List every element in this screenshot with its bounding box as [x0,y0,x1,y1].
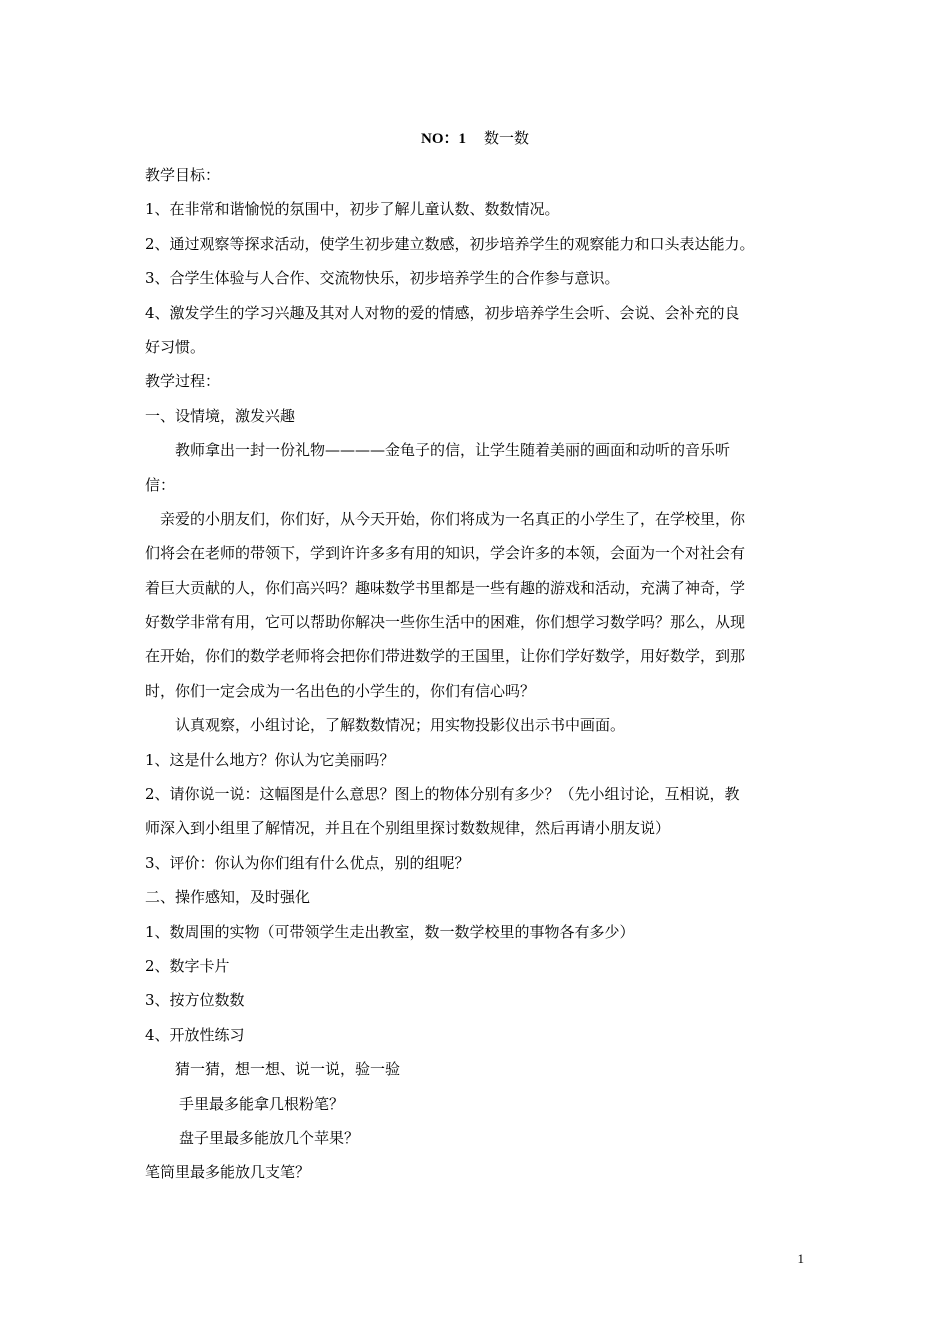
section-heading-process: 教学过程： [145,372,221,391]
title-text: 数一数 [484,129,530,147]
exercise-question: 盘子里最多能放几个苹果？ [179,1128,360,1147]
letter-line: 亲爱的小朋友们，你们好，从今天开始，你们将成为一名真正的小学生了，在学校里，你 [160,509,746,528]
paragraph-line: 认真观察，小组讨论，了解数数情况；用实物投影仪出示书中画面。 [175,716,626,735]
goal-4: 4、激发学生的学习兴趣及其对人对物的爱的情感，初步培养学生会听、会说、会补充的良 [145,303,740,322]
letter-line: 在开始，你们的数学老师将会把你们带进数学的王国里，让你们学好数学，用好数学，到那 [145,647,746,666]
letter-line: 着巨大贡献的人，你们高兴吗？趣味数学书里都是一些有趣的游戏和活动，充满了神奇，学 [145,578,746,597]
title-number: NO：1 [420,131,466,147]
question-1: 1、这是什么地方？你认为它美丽吗？ [145,750,395,769]
section-heading-goals: 教学目标： [145,166,221,184]
goal-3: 3、合学生体验与人合作、交流物快乐，初步培养学生的合作参与意识。 [145,269,620,288]
question-3: 3、评价：你认为你们组有什么优点，别的组呢？ [145,853,470,872]
step-heading-2: 二、操作感知，及时强化 [145,888,311,907]
step-heading-1: 一、设情境，激发兴趣 [145,406,296,425]
paragraph-line: 教师拿出一封一份礼物————金龟子的信，让学生随着美丽的画面和动听的音乐听 [175,441,731,460]
goal-2: 2、通过观察等探求活动，使学生初步建立数感，初步培养学生的观察能力和口头表达能力。 [145,234,755,253]
activity-3: 3、按方位数数 [145,991,245,1010]
exercise-intro: 猜一猜，想一想、说一说，验一验 [175,1060,401,1079]
activity-4: 4、开放性练习 [145,1025,245,1044]
question-2: 2、请你说一说：这幅图是什么意思？图上的物体分别有多少？（先小组讨论，互相说，教 [145,785,740,804]
exercise-question: 笔筒里最多能放几支笔？ [145,1163,311,1182]
paragraph-line: 信： [145,475,176,494]
letter-line: 们将会在老师的带领下，学到许许多多有用的知识，学会许多的本领，会面为一个对社会有 [145,544,746,563]
activity-2: 2、数字卡片 [145,956,230,975]
letter-line: 时，你们一定会成为一名出色的小学生的，你们有信心吗？ [145,681,536,700]
document-title [0,126,950,151]
exercise-question: 手里最多能拿几根粉笔？ [179,1094,345,1113]
page-number: 1 [797,1251,804,1266]
question-2-cont: 师深入到小组里了解情况，并且在个别组里探讨数数规律，然后再请小朋友说） [145,819,671,838]
letter-line: 好数学非常有用，它可以帮助你解决一些你生活中的困难，你们想学习数学吗？那么，从现 [145,613,746,632]
activity-1: 1、数周围的实物（可带领学生走出教室，数一数学校里的事物各有多少） [145,922,635,941]
document-body [145,158,807,1190]
goal-4-cont: 好习惯。 [145,337,206,356]
goal-1: 1、在非常和谐愉悦的氛围中，初步了解儿童认数、数数情况。 [145,200,560,219]
